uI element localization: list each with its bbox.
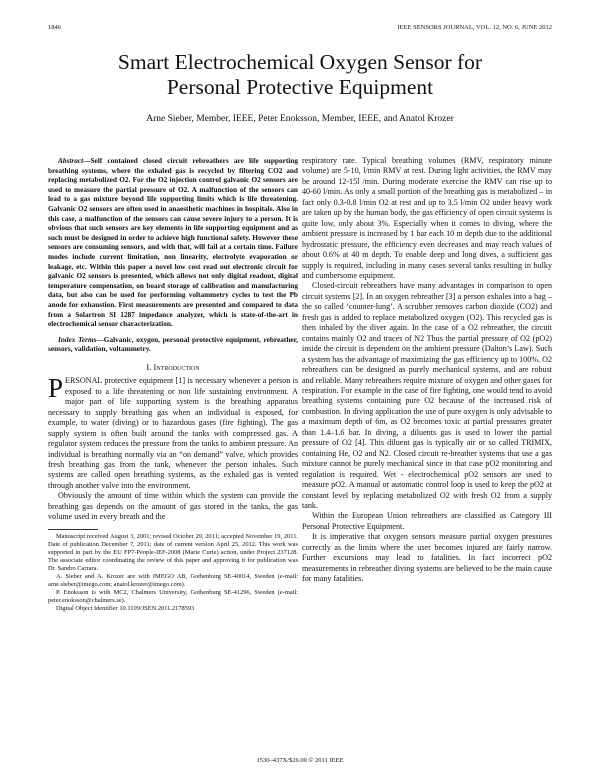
footnote-manuscript: Manuscript received August 3, 2001; revised October 29, 2011; accepted November 19, 2011. Date of publication December 7, 2011; date of current version April 25, 2012. This work was supported in part by the EU FP7-People-IEF-2008 (Marie Curie) action, under Project 237128. The associate editor coordinating the review of this paper and approving it for publication was Dr. Sandro Carrara. — [48, 532, 298, 572]
index-terms-text: Galvanic, oxygen, personal protective equipment, rebreather, sensors, validation, voltammetry. — [48, 334, 299, 354]
footnote-affiliation-2: P. Enoksson is with MC2, Chalmers University, Gothenburg SE-41296, Sweden (e-mail: peter.enoksson@chalmers.se). — [48, 588, 298, 604]
body-paragraph-1: respiratory rate. Typical breathing volumes (RMV, respiratory minute volume) are 5-10, l/min RMV at rest. During light activities, the RMV may be around 12-15l /min. During moderate exercise the RMV can rise up to 40-60 l/min. As only a small portion of the breathing gas is metabolized – in fact only 0.3-0.8 l/min O2 at rest and up to 3.5 l/min O2 under heavy work are taken up by the human body, the gas efficiency of open circuit systems is quite low, only about 3%. Especially when it comes to diving, where the ambient pressure is increased by 1 bar each 10 m depth due to the additional hydrostatic pressure, the efficiency even decreases and may reach values of about 0.6% at 40 m depth. To enable deep and long dives, a sufficient gas supply is required, including in many cases several tanks resulting in bulky and cumbersome equipment. — [302, 156, 552, 280]
title-line-2: Personal Protective Equipment — [166, 75, 434, 99]
copyright-footer: 1530–437X/$26.00 © 2011 IEEE — [256, 757, 344, 764]
right-column — [302, 156, 552, 585]
paper-title — [48, 50, 552, 100]
author-list: Arne Sieber, Member, IEEE, Peter Enoksson, Member, IEEE, and Anatol Krozer — [146, 114, 454, 124]
footnote-affiliation-1: A. Sieber and A. Krozer are with IMEGO AB, Gothenburg SE-40014, Sweden (e-mail: arne.sieber@imego.com; anatol.krozer@imego.com). — [48, 572, 298, 588]
page-number: 1846 — [48, 24, 61, 31]
footnote-doi: Digital Object Identifier 10.1109/JSEN.2011.2178593 — [56, 604, 195, 612]
running-head — [48, 24, 552, 34]
journal-info: IEEE SENSORS JOURNAL, VOL. 12, NO. 6, JUNE 2012 — [397, 24, 552, 31]
left-column — [48, 156, 298, 613]
abstract-label: Abstract— — [58, 156, 91, 165]
index-terms — [48, 335, 298, 354]
body-paragraph-3: Within the European Union rebreathers are classified as Category III Personal Protective Equipment. — [302, 511, 552, 531]
intro-paragraph-1-text: ERSONAL protective equipment [1] is necessary whenever a person is exposed to a life threatening or non life sustaining environment. A major part of life supporting system is the breathing apparatus necessary to supply breathing gas when an individual is exposed, for example, to water (diving) or to hazardous gases (fire fighting). The gas supply system is often built around the tanks with compressed gas. A regulator system reduces the pressure from the tanks to ambient pressure. An individual is breathing normally via an “on demand” valve, which provides fresh breathing gas from the tank, whenever the person inhales. Such systems are called open breathing systems, as the exhaled gas is vented through another valve into the environment. — [48, 376, 298, 490]
title-line-1: Smart Electrochemical Oxygen Sensor for — [117, 50, 483, 74]
drop-cap: P — [48, 373, 64, 404]
abstract — [48, 156, 298, 329]
body-paragraph-4: It is imperative that oxygen sensors measure partial oxygen pressures correctly as the limits where the user becomes injured are fairly narrow. Further excursions may lead to fatalities. In fact incorrect pO2 measurements in rebreather diving systems are believed to be the main cause for many fatalities. — [302, 532, 552, 584]
footnote-divider — [48, 529, 98, 530]
intro-paragraph-2: Obviously the amount of time within which the system can provide the breathing gas depends on the amount of gas stored in the tanks, the gas volume used in every breath and the — [48, 491, 298, 522]
section-heading-introduction: I. Introduction — [146, 361, 200, 372]
index-terms-label: Index Terms— — [58, 334, 104, 344]
abstract-text: Self contained closed circuit rebreathers are life supporting breathing systems, where the exhaled gas is recycled by filtering CO2 and replacing metabolized O2. For the O2 injection control galvanic O2 sensors are used to measure the partial pressure of O2. A malfunction of the sensors can lead to a gas mixture beyond life supporting limits which is life threatening. Galvanic O2 sensors are often used in anaesthetic machines in hospitals. Also in this case, a malfunction of the sensors can cause severe injury to a person. It is obvious that such sensors are key elements in life supporting equipment and as such must be designed in order to achieve high functional safety. However these sensors are consuming sensors, and with that, will fail at a certain time. Failure modes include current limitation, non linearity, electrolyte evaporation or leakage, etc. Within this paper a novel low cost read out electronic circuit for galvanic O2 sensors is presented, which allows not only digital readout, digital temperature compensation, on board storage of calibration and manufacturing data, but also can be used for performing voltammetry cycles to test the Pb anode for exhaustion. First measurements are presented and compared to data from a Solartron SI 1287 impedance analyzer, which is state-of-the-art in electrochemical sensor characterization. — [48, 156, 298, 329]
intro-paragraph-1 — [48, 373, 298, 491]
footnotes — [48, 533, 298, 613]
body-paragraph-2: Closed-circuit rebreathers have many advantages in comparison to open circuit systems [2]. In an oxygen rebreather [3] a person exhales into a bag – the so called ‘counter-lung’. A scrubber removes carbon dioxide (CO2) and fresh gas is added to replace metabolized oxygen (O2). This recycled gas is then inhaled by the diver again. In the case of a O2 rebreather, the circuit contains mainly O2 and traces of N2 Thus the partial pressure of O2 (pO2) inside the circuit is dependent on the ambient pressure (Dalton’s Law). Such a system has the advantage of maximizing the gas efficiency up to 100%. O2 rebreathers can be designed as purely mechanical systems, and are robust and reliable. Many rebreathers require mixture of oxygen and other gases for respiration. For example in the case of fire fighting, one would tend to avoid breathing systems containing pure O2 because of the increased risk of combustion. In diving application the use of pure oxygen is only advisable to a maximum depth of 6m, as O2 becomes toxic at partial pressures greater than 1.4–1.6 bar. In diving, a diluents gas is used to lower the partial pressure of O2 [4]. This diluent gas is typically air or so called TRIMIX, containing He, O2 and N2. Closed circuit re-breather systems that use a gas mixture cannot be purely mechanical since in that case pO2 monitoring and regulation is required. Wet - electrochemical pO2 sensors are used to measure pO2. A manual or automatic control loop is used to keep the pO2 at constant level by replacing metabolized O2 with fresh O2 from a supply tank. — [302, 281, 552, 510]
